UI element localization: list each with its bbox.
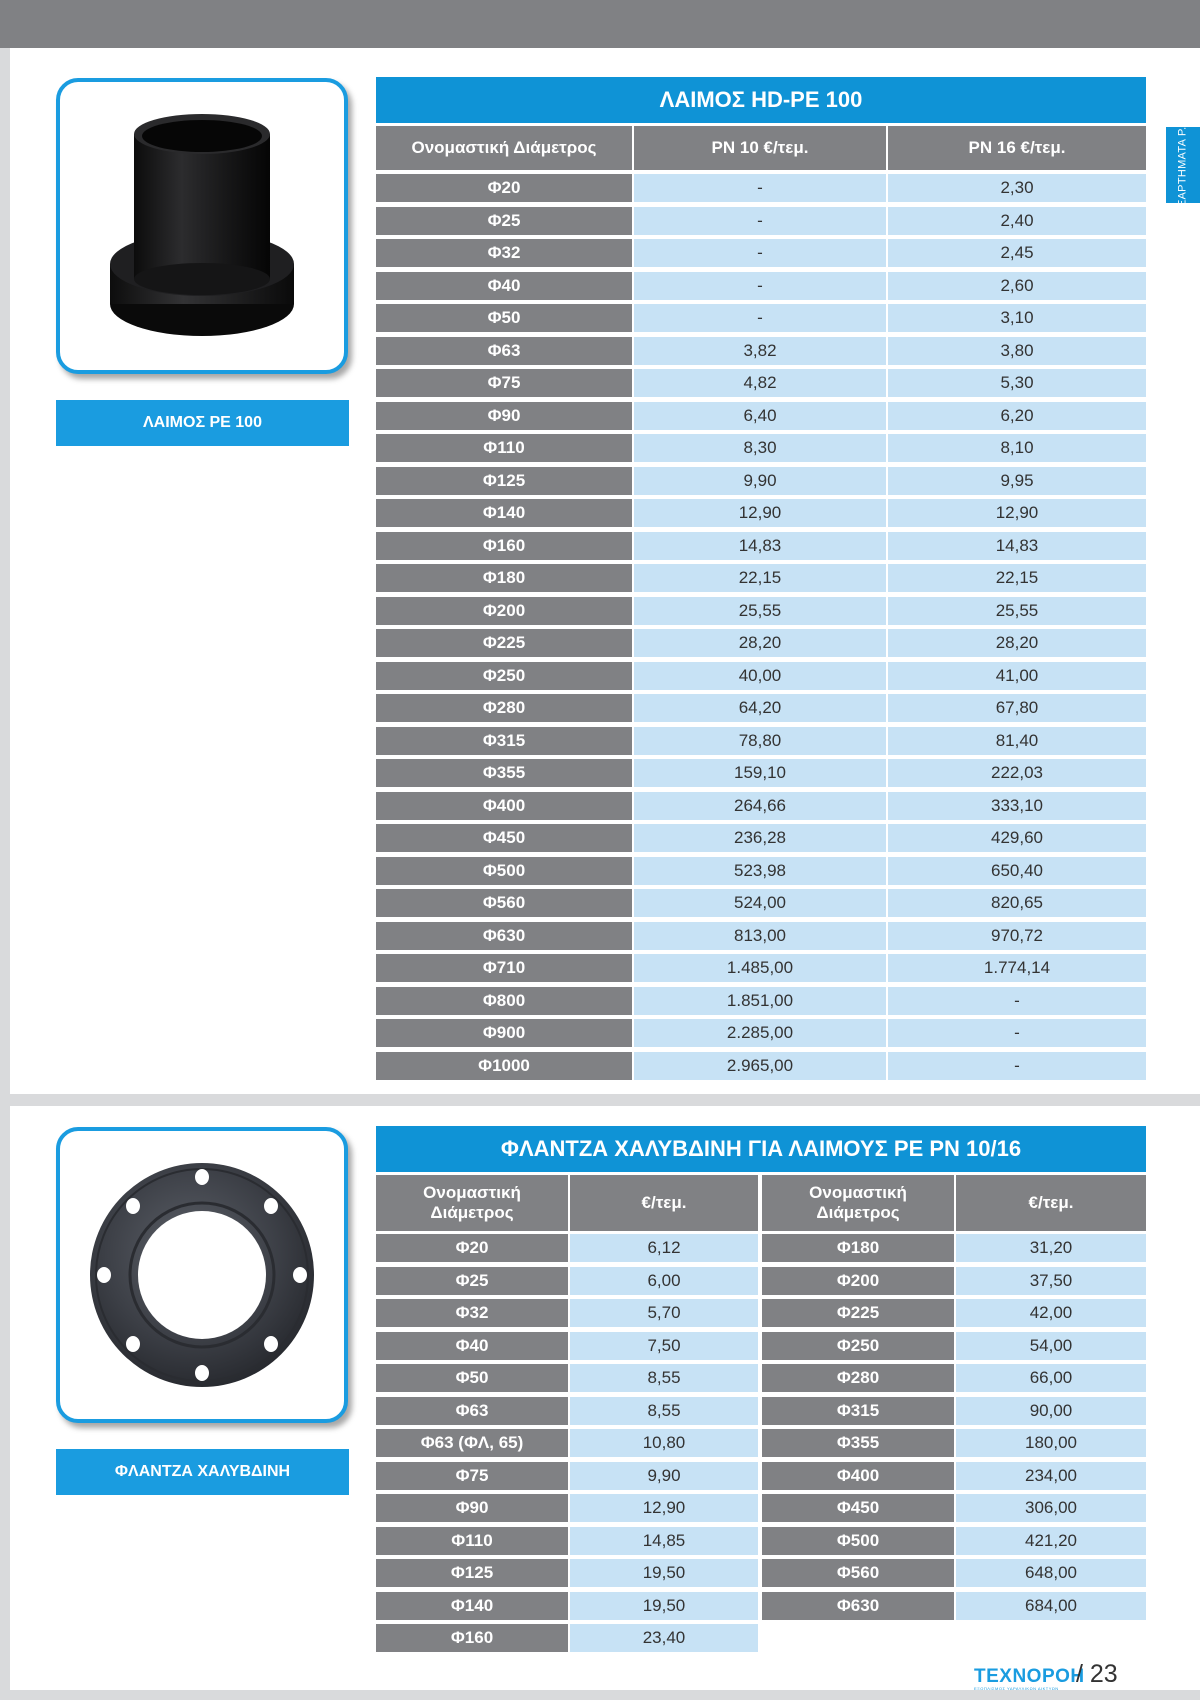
price-cell: 31,20 [956,1234,1146,1262]
diameter-cell: Φ280 [762,1364,954,1392]
price-cell: 9,90 [634,467,886,495]
price-cell: - [888,1052,1146,1080]
price-cell: 524,00 [634,889,886,917]
diameter-cell: Φ800 [376,987,632,1015]
price-cell: 8,55 [570,1397,758,1425]
price-cell: 8,55 [570,1364,758,1392]
price-cell: 22,15 [888,564,1146,592]
diameter-cell: Φ125 [376,467,632,495]
column-header-price-right: €/τεμ. [956,1175,1146,1231]
price-cell: 2,60 [888,272,1146,300]
price-cell: 28,20 [888,629,1146,657]
diameter-cell: Φ630 [376,922,632,950]
diameter-cell: Φ110 [376,1527,568,1555]
diameter-cell: Φ90 [376,402,632,430]
diameter-cell: Φ500 [762,1527,954,1555]
price-cell: 25,55 [634,597,886,625]
price-cell: 306,00 [956,1494,1146,1522]
price-cell: - [634,207,886,235]
price-cell: 37,50 [956,1267,1146,1295]
diameter-cell: Φ355 [376,759,632,787]
diameter-cell: Φ250 [762,1332,954,1360]
price-cell: 25,55 [888,597,1146,625]
price-cell: 6,00 [570,1267,758,1295]
diameter-cell: Φ280 [376,694,632,722]
diameter-cell: Φ140 [376,499,632,527]
product-image-laimos [56,78,348,374]
price-cell: 4,82 [634,369,886,397]
product-caption-laimos: ΛΑΙΜΟΣ PE 100 [56,400,349,446]
logo-tagline: ΕΞΟΠΛΙΣΜΟΣ ΥΔΡΑΥΛΙΚΩΝ ΔΙΚΤΥΩΝ [974,1686,1059,1691]
price-cell: 421,20 [956,1527,1146,1555]
price-cell: - [888,1019,1146,1047]
price-cell: 14,83 [888,532,1146,560]
column-header: PN 10 €/τεμ. [634,126,886,170]
price-cell: 14,83 [634,532,886,560]
price-cell: 66,00 [956,1364,1146,1392]
price-cell: 41,00 [888,662,1146,690]
diameter-cell: Φ32 [376,1299,568,1327]
price-cell: 19,50 [570,1559,758,1587]
diameter-cell: Φ1000 [376,1052,632,1080]
price-cell: 8,10 [888,434,1146,462]
price-cell: 64,20 [634,694,886,722]
price-cell: 5,30 [888,369,1146,397]
price-cell: 2.965,00 [634,1052,886,1080]
diameter-cell: Φ25 [376,1267,568,1295]
diameter-cell: Φ630 [762,1592,954,1620]
price-cell: 820,65 [888,889,1146,917]
price-cell: 9,90 [570,1462,758,1490]
price-cell: 6,40 [634,402,886,430]
price-cell: 2,40 [888,207,1146,235]
price-cell: 12,90 [888,499,1146,527]
diameter-cell: Φ50 [376,1364,568,1392]
price-cell: - [634,174,886,202]
diameter-cell: Φ140 [376,1592,568,1620]
diameter-cell: Φ450 [762,1494,954,1522]
diameter-cell: Φ355 [762,1429,954,1457]
table-title-flantza: ΦΛΑΝΤΖΑ ΧΑΛΥΒΔΙΝΗ ΓΙΑ ΛΑΙΜΟΥΣ PE PN 10/16 [376,1126,1146,1172]
column-header: Ονομαστική Διάμετρος [376,126,632,170]
price-cell: 7,50 [570,1332,758,1360]
diameter-cell: Φ32 [376,239,632,267]
diameter-cell: Φ75 [376,1462,568,1490]
column-header-diameter-right: Ονομαστική Διάμετρος [762,1175,954,1231]
price-cell: 684,00 [956,1592,1146,1620]
diameter-cell: Φ40 [376,272,632,300]
price-cell: 2,30 [888,174,1146,202]
price-cell: 2.285,00 [634,1019,886,1047]
price-cell: - [634,304,886,332]
column-header-price-left: €/τεμ. [570,1175,758,1231]
diameter-cell: Φ25 [376,207,632,235]
company-logo [974,1666,1085,1691]
diameter-cell: Φ710 [376,954,632,982]
diameter-cell: Φ500 [376,857,632,885]
price-cell: 236,28 [634,824,886,852]
price-cell: 28,20 [634,629,886,657]
diameter-cell: Φ180 [762,1234,954,1262]
price-cell: 81,40 [888,727,1146,755]
diameter-cell: Φ315 [762,1397,954,1425]
price-cell: 12,90 [634,499,886,527]
diameter-cell: Φ400 [376,792,632,820]
price-cell: 234,00 [956,1462,1146,1490]
diameter-cell: Φ200 [376,597,632,625]
price-cell: 3,10 [888,304,1146,332]
diameter-cell: Φ160 [376,532,632,560]
price-cell: 90,00 [956,1397,1146,1425]
price-cell: 40,00 [634,662,886,690]
price-cell: 813,00 [634,922,886,950]
section-side-tab[interactable] [1166,115,1200,215]
top-banner [0,0,1200,48]
price-cell: 2,45 [888,239,1146,267]
price-cell: 264,66 [634,792,886,820]
price-cell: 19,50 [570,1592,758,1620]
page-number: / 23 [1076,1660,1118,1688]
column-header-diameter-left: Ονομαστική Διάμετρος [376,1175,568,1231]
price-cell: 1.774,14 [888,954,1146,982]
price-cell: 8,30 [634,434,886,462]
table-title-laimos: ΛΑΙΜΟΣ HD-PE 100 [376,77,1146,123]
price-cell: 180,00 [956,1429,1146,1457]
price-cell: 648,00 [956,1559,1146,1587]
price-cell: 333,10 [888,792,1146,820]
diameter-cell: Φ160 [376,1624,568,1652]
diameter-cell: Φ125 [376,1559,568,1587]
diameter-cell: Φ180 [376,564,632,592]
diameter-cell: Φ315 [376,727,632,755]
diameter-cell: Φ560 [376,889,632,917]
diameter-cell: Φ20 [376,1234,568,1262]
column-header: PN 16 €/τεμ. [888,126,1146,170]
diameter-cell: Φ63 [376,337,632,365]
price-cell: 67,80 [888,694,1146,722]
price-cell: 12,90 [570,1494,758,1522]
price-cell: 650,40 [888,857,1146,885]
price-cell: 1.851,00 [634,987,886,1015]
price-cell: 523,98 [634,857,886,885]
price-cell: 9,95 [888,467,1146,495]
diameter-cell: Φ225 [762,1299,954,1327]
diameter-cell: Φ200 [762,1267,954,1295]
price-cell: 429,60 [888,824,1146,852]
diameter-cell: Φ250 [376,662,632,690]
price-cell: 970,72 [888,922,1146,950]
side-tab-label: ΕΞΑΡΤΗΜΑΤΑ P.E. [1177,115,1190,215]
logo-text: ΤΕΧΝΟΡΟΗ [974,1666,1085,1687]
steel-flange-image [77,1150,327,1400]
price-cell: 14,85 [570,1527,758,1555]
diameter-cell: Φ225 [376,629,632,657]
diameter-cell: Φ90 [376,1494,568,1522]
diameter-cell: Φ450 [376,824,632,852]
price-cell: - [634,239,886,267]
diameter-cell: Φ560 [762,1559,954,1587]
diameter-cell: Φ900 [376,1019,632,1047]
price-cell: 10,80 [570,1429,758,1457]
price-cell: - [634,272,886,300]
price-cell: 42,00 [956,1299,1146,1327]
price-cell: 3,82 [634,337,886,365]
price-cell: 78,80 [634,727,886,755]
diameter-cell: Φ20 [376,174,632,202]
price-cell: 1.485,00 [634,954,886,982]
diameter-cell: Φ40 [376,1332,568,1360]
diameter-cell: Φ63 (ΦΛ, 65) [376,1429,568,1457]
diameter-cell: Φ400 [762,1462,954,1490]
diameter-cell: Φ110 [376,434,632,462]
price-cell: 159,10 [634,759,886,787]
stub-flange-image [77,96,327,356]
diameter-cell: Φ50 [376,304,632,332]
price-cell: 3,80 [888,337,1146,365]
diameter-cell: Φ63 [376,1397,568,1425]
price-cell: - [888,987,1146,1015]
product-image-flantza [56,1127,348,1423]
product-caption-flantza: ΦΛΑΝΤΖΑ ΧΑΛΥΒΔΙΝΗ [56,1449,349,1495]
price-cell: 5,70 [570,1299,758,1327]
diameter-cell: Φ75 [376,369,632,397]
price-cell: 222,03 [888,759,1146,787]
price-cell: 22,15 [634,564,886,592]
price-cell: 23,40 [570,1624,758,1652]
price-cell: 54,00 [956,1332,1146,1360]
price-cell: 6,12 [570,1234,758,1262]
price-cell: 6,20 [888,402,1146,430]
